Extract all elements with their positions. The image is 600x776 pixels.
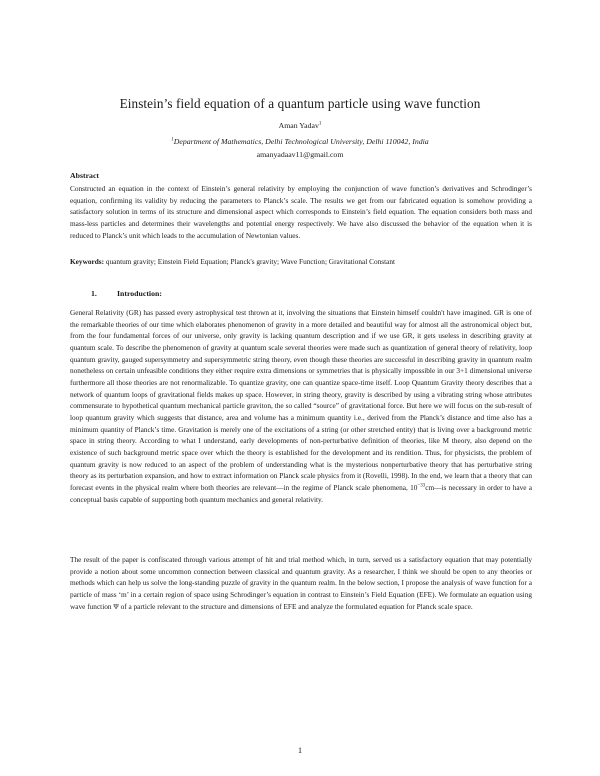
section-title: Introduction: — [117, 289, 162, 298]
page-number: 1 — [297, 745, 303, 755]
affiliation-superscript: 1 — [171, 137, 174, 143]
intro-paragraph-1 — [70, 307, 532, 505]
affiliation-line — [60, 137, 540, 146]
author-line — [60, 121, 540, 130]
exponent: −33 — [417, 483, 426, 489]
affiliation: Department of Mathematics, Delhi Technological University, Delhi 110042, India — [173, 137, 429, 146]
paper-title: Einstein’s field equation of a quantum particle using wave function — [119, 96, 481, 111]
section-heading — [91, 289, 162, 298]
intro-paragraph-1-text: General Relativity (GR) has passed every astrophysical test thrown at it, involving the situations that Einstein himself couldn't have imagined. GR is one of the remarkable theories of our time which elaborates phenomenon of gravity in a more detailed and beautiful way for almost all the astronomical object but, from the four fundamental forces of our universe, only gravity is lacking quantum description and if we use GR, it gets useless in describing gravity at quantum scale. To describe the phenomenon of gravity at quantum scale several theories were made such as quantization of general theory of relativity, loop quantum gravity, gauged supersymmetry and supersymmetric string theory, even though these theories are successful in describing gravity in quantum realm nonetheless on certain unfeasible conditions they either require extra dimensions or symmetries that is physically impossible in our 3+1 dimensional universe furthermore all those theories are not renormalizable. To quantize gravity, one can quantize space-time itself. Loop Quantum Gravity theory describes that a network of quantum loops of gravitational fields makes up space. However, in string theory, gravity is described by using a vibrating string whose attributes commensurate to hypothetical quantum mechanical particle graviton, the so called “source” of gravitational force. But here we will focus on the sub-result of loop quantum gravity which suggests that distance, area and volume has a minimum quantity i.e., derived from the Planck’s distance and time also has a minimum quantity of Planck’s time. Gravitation is merely one of the excitations of a string (or other stretched entity) that is living over a background metric space in string theory. According to what I understand, early developments of non-perturbative definition of theories, like M theory, also depend on the existence of such background metric space over which the theory is established for the development and its rendition. Thus, for physicists, the problem of quantum gravity is now reduced to an aspect of the problem of understanding what is the mysterious nonperturbative theory that has perturbative string theory as its perturbation expansion, and how to extract information on Planck scale physics from it (Rovelli, 1998). In the end, we learn that a theory that can forecast events in the physical realm where both theories are relevant—in the regime of Planck scale phenomena, 10 — [70, 308, 532, 492]
abstract-heading: Abstract — [70, 171, 100, 180]
author-name: Aman Yadav — [278, 121, 319, 130]
keywords-text: quantum gravity; Einstein Field Equation; Planck's gravity; Wave Function; Gravitational Constant — [104, 257, 396, 266]
author-email: amanyadaav11@gmail.com — [256, 150, 344, 159]
author-superscript: 1 — [318, 121, 322, 127]
keywords-line — [70, 256, 540, 268]
abstract-text: Constructed an equation in the context of Einstein’s general relativity by employing the conjunction of wave function’s derivatives and Schrodinger’s equation, confirming its validity by reducing the parameters to Planck’s scale. The results we get from our fabricated equation is somehow providing a satisfactory solution in terms of its structure and dimensional aspect which corresponds to Einstein’s field equation. The equation considers both mass and mass-less particles and determines their wavelengths and potential energy respectively. We have also discussed the behavior of the equation when it is reduced to Planck’s unit which leads to the accumulation of Newtonian values. — [70, 184, 532, 240]
keywords-label: Keywords: — [70, 257, 105, 266]
intro-paragraph-1-text-end: cm—is necessary in order to have a conceptual basis capable of supporting both quantum mechanics and general relativity. — [70, 482, 532, 504]
section-number: 1. — [91, 289, 97, 298]
intro-paragraph-2: The result of the paper is confiscated through various attempt of hit and trial method which, in turn, served us a satisfactory equation that may potentially provide a notion about some uncommon connection between classical and quantum gravity. As a researcher, I think we should be open to any theories or methods which can help us solve the long-standing puzzle of gravity in the quantum realm. In the below section, I propose the analysis of wave function for a particle of mass ‘m’ in a certain region of space using Schrodinger’s equation in contrast to Einstein’s Field Equation (EFE). We formulate an equation using wave function Ψ of a particle relevant to the structure and dimensions of EFE and analyze the formulated equation for Planck scale space. — [70, 555, 532, 611]
